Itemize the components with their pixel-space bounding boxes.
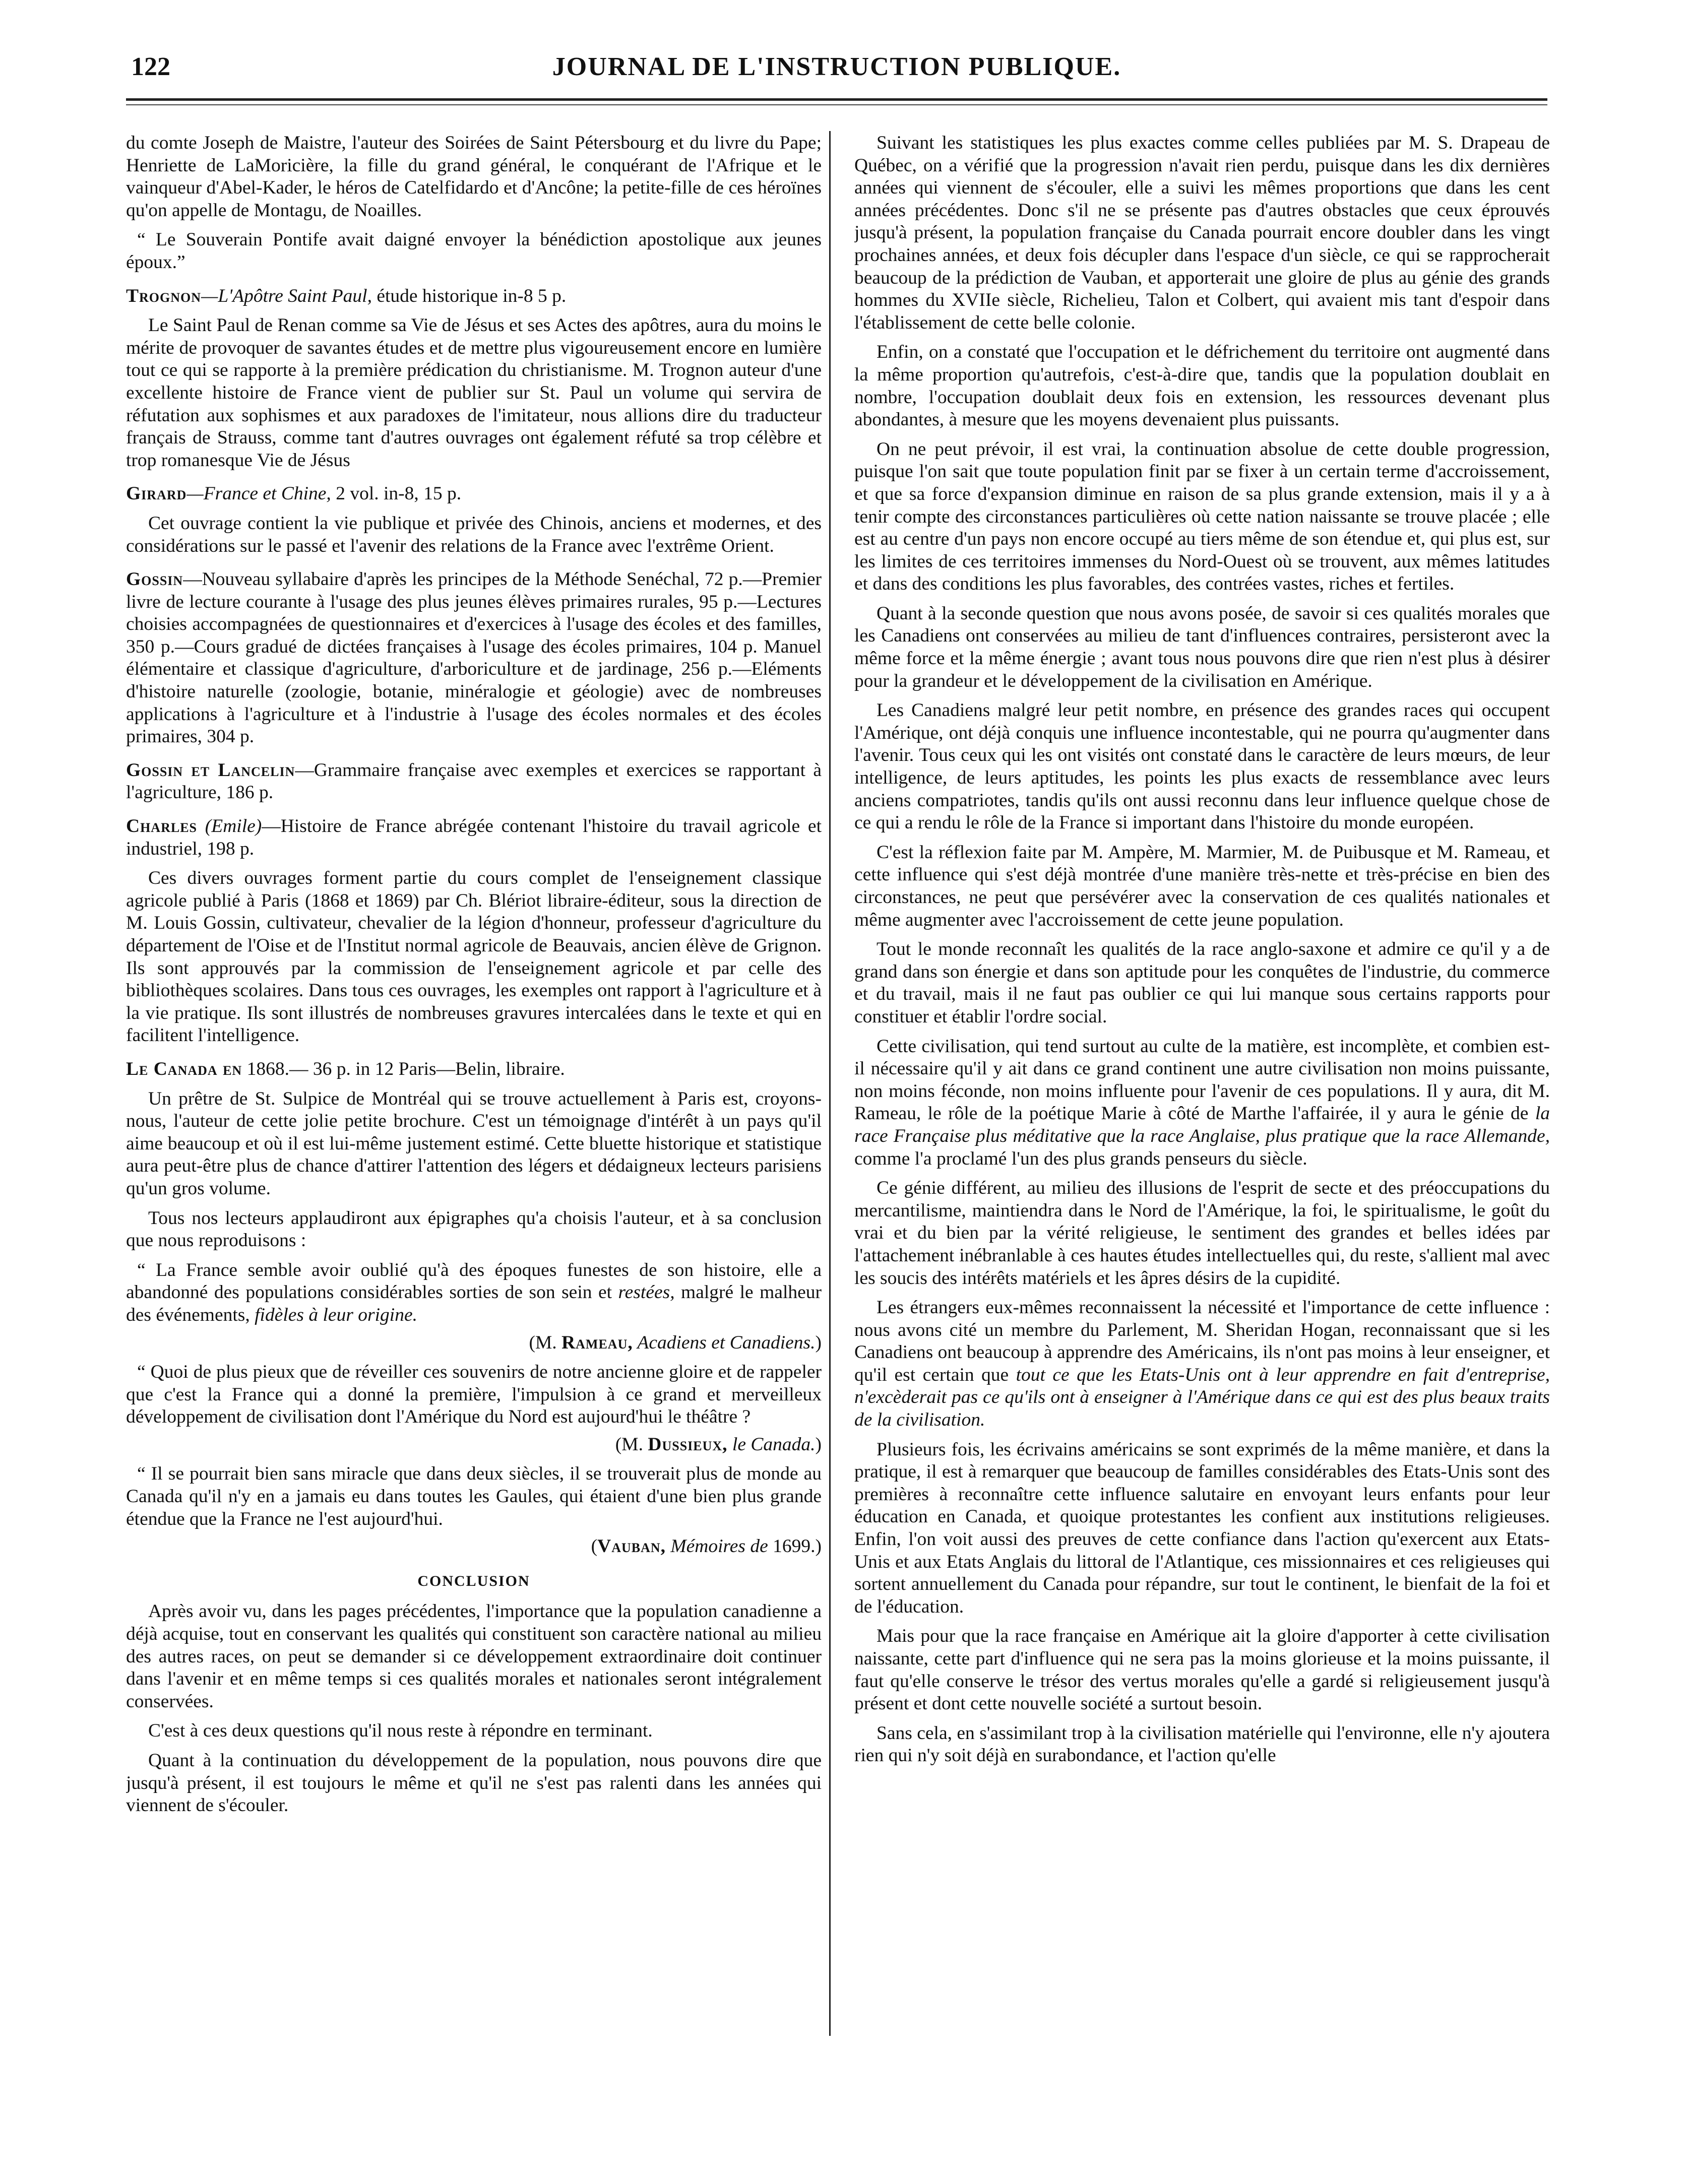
paragraph: Ces divers ouvrages forment partie du cours complet de l'enseignement classique agricole publié à Paris (1868 et 1869) par Ch. Blériot libraire-éditeur, sous la direction de M. Louis Gossin, cultivateur, chevalier de la légion d'honneur, professeur d'agriculture du département de l'Oise et de l'Institut normal agricole de Beauvais, ancien élève de Grignon. Ils sont approuvés par la commission de l'enseignement agricole et par celle des bibliothèques scolaires. Dans tous ces ouvrages, les exemples ont rapport à l'agriculture et à la vie pratique. Ils sont illustrés de nombreuses gravures intercalées dans le texte et qui en facilitent l'intelligence.	[126, 868, 822, 1046]
book-entry-gossin	[126, 568, 822, 748]
entry-details: —Grammaire française avec exemples et exercices se rapportant à l'agriculture, 186 p.	[126, 759, 822, 803]
left-column	[126, 132, 822, 2047]
paragraph: Cet ouvrage contient la vie publique et privée des Chinois, anciens et modernes, et des considérations sur le passé et l'avenir des relations de la France avec l'extrême Orient.	[126, 512, 822, 556]
entry-author: Charles	[126, 816, 198, 837]
entry-author: Girard	[126, 483, 187, 504]
page-number: 122	[131, 52, 170, 81]
quote: “ Le Souverain Pontife avait daigné envoyer la bénédiction apostolique aux jeunes époux.”	[126, 229, 822, 273]
paragraph: Cette civilisation, qui tend surtout au culte de la matière, est incomplète, et combien est-il nécessaire qu'il y ait dans ce grand continent une autre civilisation non moins puissante, non moins féconde, non moins influente pour l'avenir de ces populations. Il y aura, dit M. Rameau, le rôle de la poétique Marie à côté de Marthe l'affairée, il y aura le génie de la race Française plus méditative que la race Anglaise, plus pratique que la race Allemande, comme l'a proclamé l'un des plus grands penseurs du siècle.	[854, 1036, 1550, 1169]
entry-title: Le Canada en	[126, 1058, 242, 1079]
paragraph: Ce génie différent, au milieu des illusions de l'esprit de secte et des préoccupations du mercantilisme, maintiendra dans le Nord de l'Amérique, la foi, le spiritualisme, le goût du vrai et du bien par la vérité religieuse, le sentiment des grandes et belles idées par l'attachement inébranlable à ces hautes études intellectuelles qui, du reste, s'allient mal avec les soucis des intérêts matériels et les âpres désirs de la cupidité.	[854, 1178, 1550, 1289]
entry-author: Trognon	[126, 285, 202, 306]
paragraph: On ne peut prévoir, il est vrai, la continuation absolue de cette double progression, puisque l'on sait que toute population finit par se fixer à un certain terme d'accroissement, et que sa force d'expansion diminue en raison de sa plus grande extension, mais il y a à tenir compte des circonstances particulières où cette nation naissante se trouve placée ; elle est au centre d'un pays non encore occupé au tiers même de son étendue et, qui plus est, sur les limites de ces territoires immenses du Nord-Ouest où se trouvent, aux mêmes latitudes et dans des conditions les plus favorables, des contrées vastes, riches et fertiles.	[854, 438, 1550, 595]
header-rule-thin	[126, 104, 1547, 105]
epigraph-quote: “ Quoi de plus pieux que de réveiller ces souvenirs de notre ancienne gloire et de rappeler que c'est la France qui a donné la première, l'impulsion à ce grand et merveilleux développement de civilisation dont l'Amérique du Nord est aujourd'hui le théâtre ?	[126, 1362, 822, 1428]
paragraph: Après avoir vu, dans les pages précédentes, l'importance que la population canadienne a déjà acquise, tout en conservant les qualités qui constituent son caractère national au milieu des autres races, on peut se demander si ce développement extraordinaire doit continuer dans l'avenir et en même temps si ces qualités morales et nationales seront intégralement conservées.	[126, 1601, 822, 1712]
paragraph: du comte Joseph de Maistre, l'auteur des Soirées de Saint Pétersbourg et du livre du Pape; Henriette de LaMoricière, la fille du grand général, le conquérant de l'Afrique et le vainqueur d'Abel-Kader, le héros de Catelfidardo et d'Ancône; la petite-fille de ces héroïnes qu'on appelle de Montagu, de Noailles.	[126, 133, 822, 221]
entry-author-name: (Emile)	[205, 816, 262, 837]
header-rule	[126, 98, 1547, 101]
entry-author: Gossin et Lancelin	[126, 759, 295, 781]
paragraph: Quant à la continuation du développement de la population, nous pouvons dire que jusqu'à présent, il est toujours le même et qu'il ne s'est pas ralenti dans les années qui viennent de s'écouler.	[126, 1750, 822, 1816]
book-entry-trognon	[126, 285, 822, 308]
entry-title: —France et Chine,	[186, 483, 331, 504]
quote-attribution: (Vauban, Mémoires de 1699.)	[591, 1536, 822, 1557]
paragraph: Quant à la seconde question que nous avons posée, de savoir si ces qualités morales que les Canadiens ont conservées au milieu de tant d'influences contraires, persisteront avec la même force et la même énergie ; avant tous nous pouvons dire que rien n'est plus à désirer pour la grandeur et le développement de la civilisation en Amérique.	[854, 603, 1550, 691]
paragraph: Tous nos lecteurs applaudiront aux épigraphes qu'a choisis l'auteur, et à sa conclusion que nous reproduisons :	[126, 1207, 822, 1251]
paragraph: Sans cela, en s'assimilant trop à la civilisation matérielle qui l'environne, elle n'y ajoutera rien qui n'y soit déjà en surabondance, et l'action qu'elle	[854, 1722, 1550, 1766]
paragraph: Mais pour que la race française en Amérique ait la gloire d'apporter à cette civilisation naissante, cette part d'influence qui ne sera pas la moins glorieuse et la moins puissante, il faut qu'elle conserve le trésor des vertus morales qu'elle a gardé si religieusement jusqu'à présent et dont cette nouvelle société a surtout besoin.	[854, 1626, 1550, 1714]
entry-title: —L'Apôtre Saint Paul,	[201, 285, 372, 306]
paragraph: Enfin, on a constaté que l'occupation et le défrichement du territoire ont augmenté dans la même proportion qu'autrefois, c'est-à-dire que, tandis que la population doublait en nombre, l'occupation doublait deux fois en extension, les ressources devenant plus abondantes, à mesure que les moyens devenaient plus puissants.	[854, 342, 1550, 430]
entry-details: 1868.— 36 p. in 12 Paris—Belin, libraire.	[242, 1058, 565, 1079]
page-header	[126, 43, 1547, 98]
paragraph: Plusieurs fois, les écrivains américains se sont exprimés de la même manière, et dans la pratique, il est à remarquer que beaucoup de familles considérables des Etats-Unis sont des premières à reconnaître cette influence salutaire en envoyant leurs enfants pour leur éducation en Canada, et quoique protestantes les confient aux institutions religieuses. Enfin, l'on voit aussi des preuves de cette confiance dans l'action qu'exercent aux Etats-Unis et aux Etats Anglais du littoral de l'Atlantique, ces missionnaires et ces religieuses qui sortent annuellement du Canada pour répandre, sur tout le continent, le bienfait de la foi et de l'éducation.	[854, 1439, 1550, 1617]
quote-attribution: (M. Dussieux, le Canada.)	[615, 1434, 822, 1455]
epigraph-quote: “ Il se pourrait bien sans miracle que dans deux siècles, il se trouverait plus de monde au Canada qu'il n'y en a jamais eu dans toutes les Gaules, qui étaient d'une bien plus grande étendue que la France ne l'est aujourd'hui.	[126, 1463, 822, 1529]
journal-title: JOURNAL DE L'INSTRUCTION PUBLIQUE.	[552, 52, 1121, 81]
paragraph: C'est à ces deux questions qu'il nous reste à répondre en terminant.	[148, 1720, 653, 1742]
paragraph: Un prêtre de St. Sulpice de Montréal qui se trouve actuellement à Paris est, croyons-nous, l'auteur de cette jolie petite brochure. C'est un témoignage d'intérêt à un pays qu'il aime beaucoup et où il est lui-même justement estimé. Cette bluette historique et statistique aura peut-être plus de chance d'attirer l'attention des légers et dédaigneux lecteurs parisiens qu'un gros volume.	[126, 1088, 822, 1199]
paragraph: Suivant les statistiques les plus exactes comme celles publiées par M. S. Drapeau de Québec, on a vérifié que la progression n'avait rien perdu, puisque dans les dix dernières années qui viennent de s'écouler, elle a suivi les mêmes proportions que dans les cent années précédentes. Donc s'il ne se présente pas d'autres obstacles que ceux éprouvés jusqu'à présent, la population française du Canada pourrait encore doubler dans les vingt prochaines années, et deux fois décupler dans l'espace d'un siècle, ce qui se rapprocherait beaucoup de la prédiction de Vauban, et apporterait une gloire de plus au génie des grands hommes du XVIIe siècle, Richelieu, Talon et Colbert, qui avaient mis tant d'espoir dans l'établissement de cette belle colonie.	[854, 133, 1550, 333]
paragraph: C'est la réflexion faite par M. Ampère, M. Marmier, M. de Puibusque et M. Rameau, et cette influence qui s'est déjà montrée d'une manière très-nette et très-précise en bien des circonstances, ne peut que persévérer avec la conservation de ces qualités nationales et même augmenter avec l'accroissement de cette jeune population.	[854, 842, 1550, 930]
entry-details: étude historique in-8 5 p.	[371, 285, 567, 306]
book-entry-charles	[126, 815, 822, 860]
entry-details: —Nouveau syllabaire d'après les principes de la Méthode Senéchal, 72 p.—Premier livre de lecture courante à l'usage des plus jeunes élèves primaires rurales, 95 p.—Lectures choisies accompagnées de questionnaires et d'exercices à l'usage des écoles et des familles, 350 p.—Cours gradué de dictées françaises à l'usage des écoles primaires, 104 p. Manuel élémentaire et classique d'agriculture, d'arboriculture et de jardinage, 256 p.—Eléments d'histoire naturelle (zoologie, botanie, minéralogie et géologie) avec de nombreuses applications à l'agriculture et à l'industrie à l'usage des écoles normales et des écoles primaires, 304 p.	[126, 569, 822, 747]
paragraph: Tout le monde reconnaît les qualités de la race anglo-saxone et admire ce qu'il y a de grand dans son énergie et dans son aptitude pour les conquêtes de l'industrie, du commerce et du travail, mais il ne faut pas oublier ce qui lui manque sous certains rapports pour constituer et établir l'ordre social.	[854, 939, 1550, 1027]
conclusion-heading: CONCLUSION	[417, 1572, 530, 1589]
column-divider	[829, 131, 831, 2036]
entry-author: Gossin	[126, 569, 183, 590]
quote-attribution: (M. Rameau, Acadiens et Canadiens.)	[529, 1332, 822, 1353]
book-entry-gossin-lancelin	[126, 759, 822, 804]
entry-details: 2 vol. in-8, 15 p.	[331, 483, 462, 504]
epigraph-quote: “ La France semble avoir oublié qu'à des époques funestes de son histoire, elle a abandonné des populations considérables sorties de son sein et restées, malgré le malheur des événements, fidèles à leur origine.	[126, 1259, 822, 1325]
paragraph: Le Saint Paul de Renan comme sa Vie de Jésus et ses Actes des apôtres, aura du moins le mérite de provoquer de savantes études et de mettre plus vigoureusement encore en lumière tout ce qui se rapporte à la première prédication du christianisme. M. Trognon auteur d'une excellente histoire de France vient de publier sur St. Paul un volume qui servira de réfutation aux sophismes et aux paradoxes de l'imitateur, nous allions dire du traducteur français de Strauss, comme tant d'autres ouvrages ont également réfuté sa trop célèbre et trop romanesque Vie de Jésus	[126, 315, 822, 471]
book-entry-canada	[126, 1058, 822, 1081]
right-column	[854, 132, 1550, 2047]
book-entry-girard	[126, 483, 822, 505]
entry-details: —Histoire de France abrégée contenant l'histoire du travail agricole et industriel, 198 p.	[126, 816, 822, 859]
paragraph: Les Canadiens malgré leur petit nombre, en présence des grandes races qui occupent l'Amérique, ont déjà conquis une influence incontestable, qui ne pourra qu'augmenter dans l'avenir. Tous ceux qui les ont visités ont constaté dans le caractère de leurs mœurs, de leur intelligence, de leurs aptitudes, les points les plus exacts de ressemblance avec leurs anciens compatriotes, tandis qu'ils ont aussi reconnu dans leur influence quelque chose de ce qui a rendu le rôle de la France si important dans l'histoire du monde européen.	[854, 700, 1550, 833]
paragraph: Les étrangers eux-mêmes reconnaissent la nécessité et l'importance de cette influence : nous avons cité un membre du Parlement, M. Sheridan Hogan, reconnaissant que si les Canadiens ont beaucoup à apprendre des Américains, ils n'ont pas moins à leur enseigner, et qu'il est certain que tout ce que les Etats-Unis ont à leur apprendre en fait d'entreprise, n'excèderait pas ce qu'ils ont à enseigner à l'Amérique dans ce qui est des plus beaux traits de la civilisation.	[854, 1297, 1550, 1431]
